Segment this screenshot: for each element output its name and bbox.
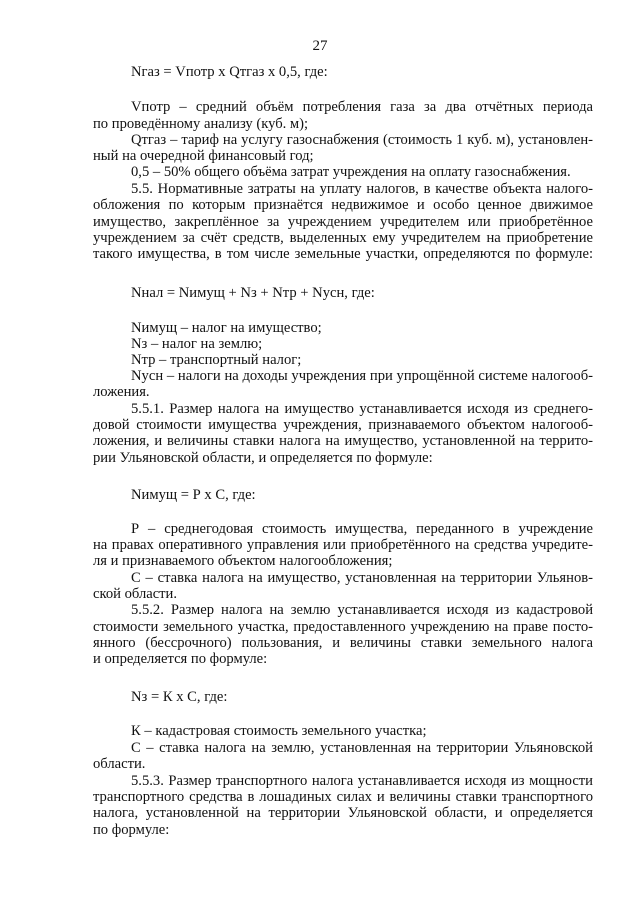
text-line: Vпотр – средний объём потребления газа за два отчётных периода — [131, 99, 593, 115]
text-line: Р – среднегодовая стоимость имущества, переданного в учреждение — [131, 521, 593, 537]
text-line: стоимости земельного участка, предоставленного учреждению на праве посто- — [93, 619, 593, 635]
text-line: Nусн – налоги на доходы учреждения при упрощённой системе налогооб- — [131, 368, 593, 384]
text-line: обложения по которым признаётся недвижимое и особо ценное движимое — [93, 197, 593, 213]
text-line: на правах оперативного управления или приобретённого на средства учредите- — [93, 537, 593, 553]
text-line: К – кадастровая стоимость земельного участка; — [131, 723, 427, 739]
text-line: 5.5.3. Размер транспортного налога устанавливается исходя из мощности — [131, 773, 593, 789]
text-line: ля и признаваемого объектом налогообложения; — [93, 553, 393, 569]
text-line: 0,5 – 50% общего объёма затрат учреждения на оплату газоснабжения. — [131, 164, 571, 180]
text-line: транспортного средства в лошадиных силах и величины ставки транспортного — [93, 789, 593, 805]
text-line: ской области. — [93, 586, 178, 602]
text-line: довой стоимости имущества учреждения, признаваемого объектом налогооб- — [93, 417, 593, 433]
page-number: 27 — [312, 38, 328, 54]
text-line: области. — [93, 756, 146, 772]
text-line: Nимущ – налог на имущество; — [131, 320, 322, 336]
text-line: ный на очередной финансовый год; — [93, 148, 314, 164]
text-line: учреждением за счёт средств, выделенных ему учредителем на приобретение — [93, 230, 593, 246]
text-line: рии Ульяновской области, и определяется по формуле: — [93, 450, 433, 466]
text-line: и определяется по формуле: — [93, 651, 268, 667]
text-line: 5.5.2. Размер налога на землю устанавливается исходя из кадастровой — [131, 602, 593, 618]
text-line: 5.5. Нормативные затраты на уплату налогов, в качестве объекта налого- — [131, 181, 593, 197]
text-line: такого имущества, в том числе земельные участки, определяются по формуле: — [93, 246, 593, 262]
text-line: Nтр – транспортный налог; — [131, 352, 302, 368]
formula-taxes: Nнал = Nимущ + Nз + Nтр + Nусн, где: — [131, 285, 375, 301]
formula-land: Nз = К х С, где: — [131, 689, 228, 705]
text-line: янного (бессрочного) пользования, и величины ставки земельного налога — [93, 635, 593, 651]
text-line: налога, установленной на территории Ульяновской области, и определяется — [93, 805, 593, 821]
text-line: по формуле: — [93, 822, 170, 838]
text-line: С – ставка налога на землю, установленная на территории Ульяновской — [131, 740, 593, 756]
text-line: 5.5.1. Размер налога на имущество устанавливается исходя из среднего- — [131, 401, 593, 417]
text-line: С – ставка налога на имущество, установленная на территории Ульянов- — [131, 570, 593, 586]
text-line: Qтгаз – тариф на услугу газоснабжения (стоимость 1 куб. м), установлен- — [131, 132, 593, 148]
text-line: Nз – налог на землю; — [131, 336, 263, 352]
text-line: по проведённому анализу (куб. м); — [93, 116, 309, 132]
text-line: имущество, закреплённое за учреждением учредителем или приобретённое — [93, 214, 593, 230]
formula-property: Nимущ = Р х С, где: — [131, 487, 256, 503]
formula-gas: Nгаз = Vпотр х Qтгаз х 0,5, где: — [131, 64, 328, 80]
text-line: ложения. — [93, 384, 150, 400]
text-line: ложения, и величины ставки налога на имущество, установленной на террито- — [93, 433, 593, 449]
